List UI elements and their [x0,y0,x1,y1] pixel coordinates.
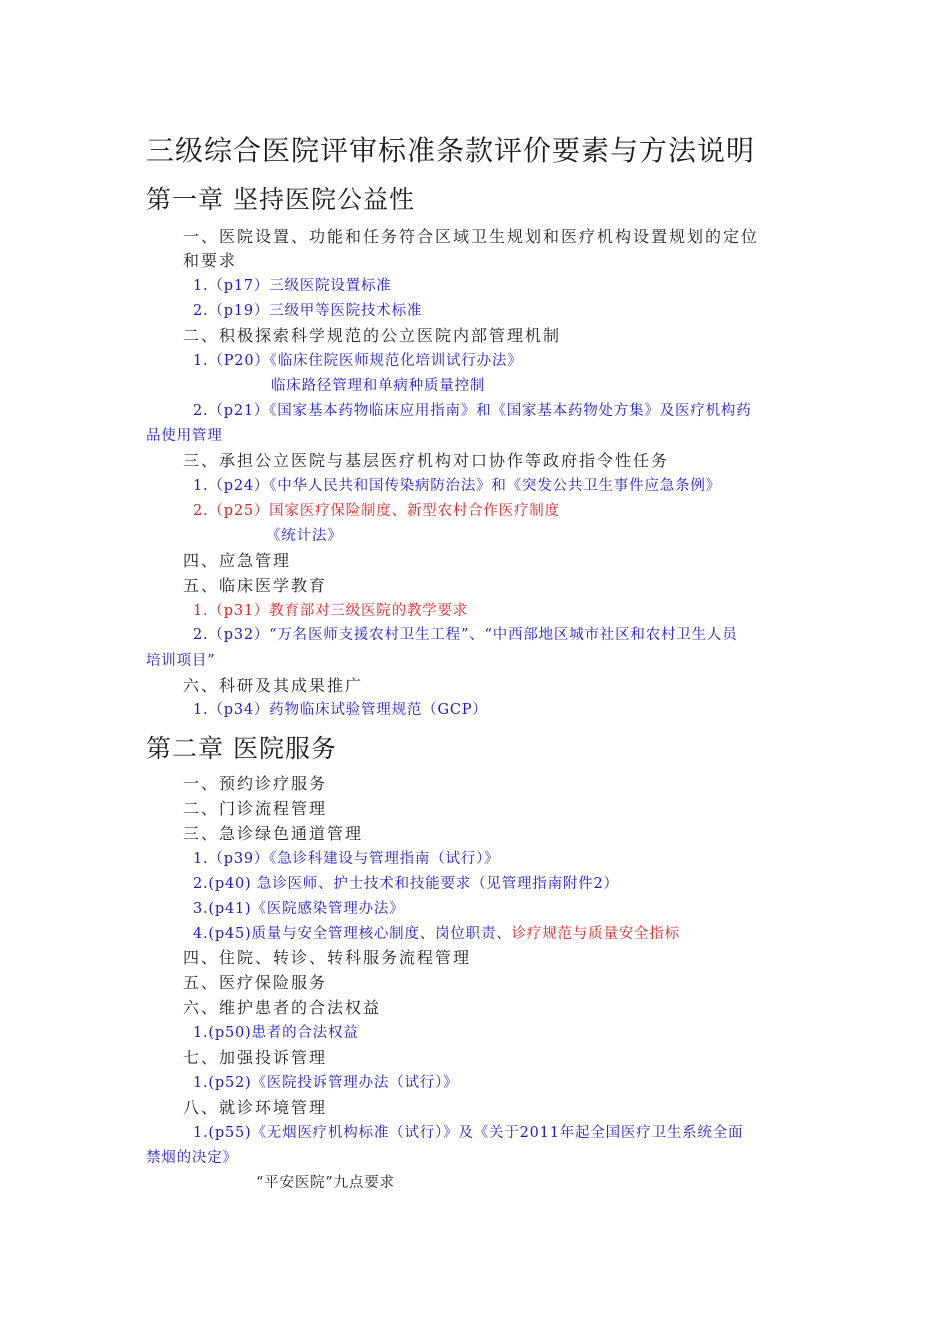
ch1-s5-item-2-line2: 培训项目” [146,653,216,669]
ch2-section-7: 七、加强投诉管理 [183,1048,328,1067]
ch2-s3-item-2: 2.(p40) 急诊医师、护士技术和技能要求（见管理指南附件2） [193,876,619,892]
ch2-s3-item-1: 1.（p39）《急诊科建设与管理指南（试行）》 [193,851,500,867]
ch1-section-5: 五、临床医学教育 [183,576,328,595]
ch1-s2-item-2-line2: 品使用管理 [146,428,223,444]
ch2-s3-item-4-blue-part: 4.(p45)质量与安全管理核心制度、岗位职责、 [193,926,512,942]
chapter-1-heading: 第一章 坚持医院公益性 [146,185,415,214]
ch2-s3-item-4 [193,927,680,942]
ch1-s3-item-1: 1.（p24）《中华人民共和国传染病防治法》和《突发公共卫生事件应急条例》 [193,478,721,494]
ch1-s5-item-1: 1.（p31）教育部对三级医院的教学要求 [193,603,469,619]
ch1-s1-item-1: 1.（p17）三级医院设置标准 [193,278,392,294]
ch2-s7-item-1: 1.(p52)《医院投诉管理办法（试行）》 [193,1075,459,1091]
ch1-s2-item-1: 1.（P20）《临床住院医师规范化培训试行办法》 [193,353,523,369]
ch2-s8-item-1-line2: 禁烟的决定》 [146,1150,238,1166]
document-title: 三级综合医院评审标准条款评价要素与方法说明 [146,134,756,167]
ch1-section-1-line2: 和要求 [183,251,238,270]
ch2-s8-item-1-line1: 1.(p55)《无烟医疗机构标准（试行）》及《关于2011年起全国医疗卫生系统全面 [193,1125,744,1141]
ch2-section-2: 二、门诊流程管理 [183,799,328,818]
ch1-section-2: 二、积极探索科学规范的公立医院内部管理机制 [183,326,562,345]
ch1-section-6: 六、科研及其成果推广 [183,676,364,695]
ch1-section-4: 四、应急管理 [183,551,292,570]
ch2-section-5: 五、医疗保险服务 [183,973,328,992]
ch1-s1-item-2: 2.（p19）三级甲等医院技术标准 [193,303,423,319]
ch2-section-1: 一、预约诊疗服务 [183,774,328,793]
ch1-s5-item-2-line1: 2.（p32）“万名医师支援农村卫生工程”、“中西部地区城市社区和农村卫生人员 [193,627,738,643]
ch1-s2-item-2-line1: 2.（p21）《国家基本药物临床应用指南》和《国家基本药物处方集》及医疗机构药 [193,403,752,419]
ch1-s6-item-1: 1.（p34）药物临床试验管理规范（GCP） [193,702,488,718]
chapter-2-heading: 第二章 医院服务 [146,734,337,763]
ch2-section-4: 四、住院、转诊、转科服务流程管理 [183,948,472,967]
ch2-s8-item-1-continuation: “平安医院”九点要求 [256,1175,395,1191]
ch1-s3-item-2: 2.（p25）国家医疗保险制度、新型农村合作医疗制度 [193,503,560,519]
ch2-section-3: 三、急诊绿色通道管理 [183,824,364,843]
ch2-s3-item-4-red-part: 诊疗规范与质量安全指标 [511,926,680,942]
ch1-s3-item-2-continuation: 《统计法》 [266,528,343,544]
ch2-section-6: 六、维护患者的合法权益 [183,998,382,1017]
ch1-s2-item-1-continuation: 临床路径管理和单病种质量控制 [271,378,486,394]
ch1-section-1-line1: 一、医院设置、功能和任务符合区域卫生规划和医疗机构设置规划的定位 [183,227,760,246]
ch2-section-8: 八、就诊环境管理 [183,1098,328,1117]
ch2-s3-item-3: 3.(p41)《医院感染管理办法》 [193,901,405,917]
ch2-s6-item-1: 1.(p50)患者的合法权益 [193,1025,359,1041]
ch1-section-3: 三、承担公立医院与基层医疗机构对口协作等政府指令性任务 [183,451,670,470]
